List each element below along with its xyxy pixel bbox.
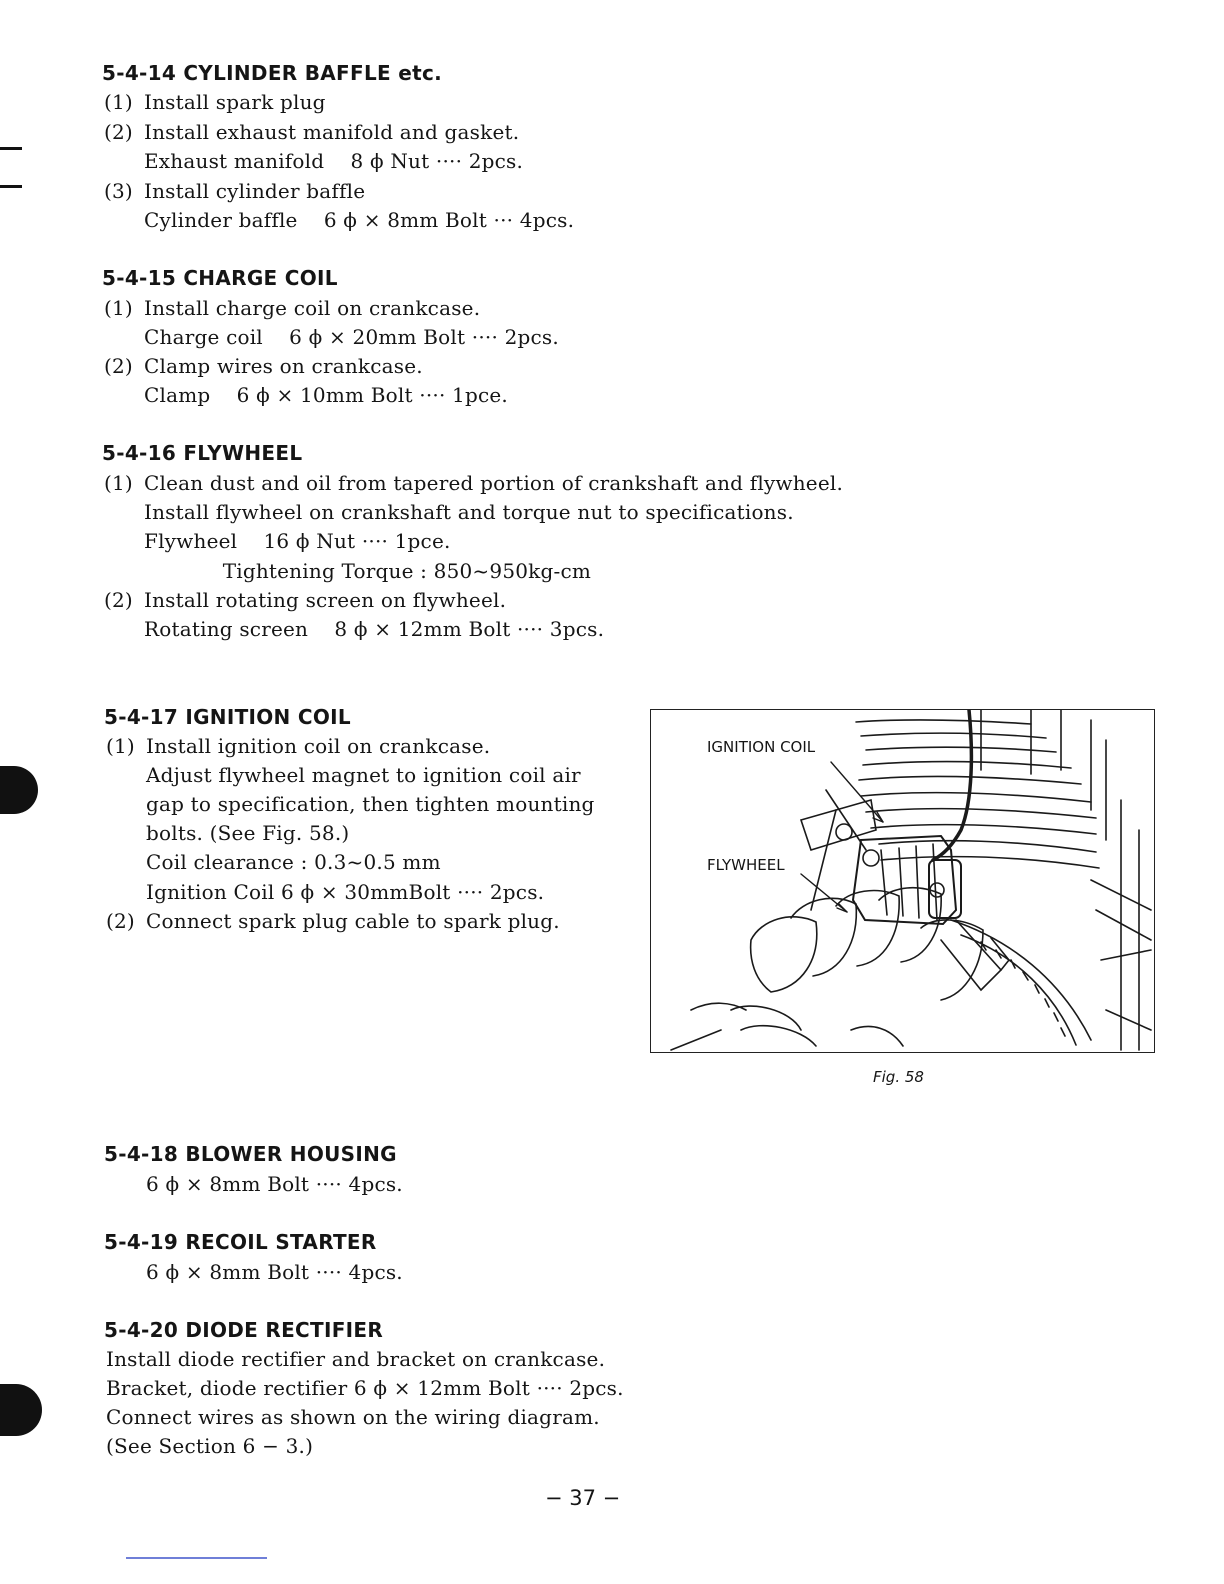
instruction-line: (See Section 6 − 3.) bbox=[106, 1434, 314, 1458]
binding-mark bbox=[0, 147, 22, 150]
instruction-line: Ignition Coil 6 ϕ × 30mmBolt ···· 2pcs. bbox=[146, 880, 545, 904]
figure-58-illustration bbox=[650, 709, 1155, 1053]
punch-hole-mark bbox=[0, 766, 38, 814]
section-heading: 5-4-15 CHARGE COIL bbox=[102, 266, 338, 290]
instruction-line: Coil clearance : 0.3~0.5 mm bbox=[146, 850, 441, 874]
instruction-line: (1) Clean dust and oil from tapered portion of crankshaft and flywheel. bbox=[104, 471, 844, 495]
instruction-line: (2) Clamp wires on crankcase. bbox=[104, 354, 423, 378]
instruction-line: Adjust flywheel magnet to ignition coil air bbox=[146, 763, 581, 787]
instruction-line: 6 ϕ × 8mm Bolt ···· 4pcs. bbox=[146, 1260, 403, 1284]
instruction-line: bolts. (See Fig. 58.) bbox=[146, 821, 350, 845]
section-heading: 5-4-14 CYLINDER BAFFLE etc. bbox=[102, 61, 443, 85]
instruction-line: (1) Install charge coil on crankcase. bbox=[104, 296, 481, 320]
instruction-line: (2) Connect spark plug cable to spark plug. bbox=[106, 909, 560, 933]
section-heading: 5-4-20 DIODE RECTIFIER bbox=[104, 1318, 384, 1342]
section-heading: 5-4-17 IGNITION COIL bbox=[104, 705, 351, 729]
instruction-line: Rotating screen 8 ϕ × 12mm Bolt ···· 3pcs. bbox=[144, 617, 605, 641]
engine-illustration bbox=[651, 710, 1155, 1053]
instruction-line: Install diode rectifier and bracket on crankcase. bbox=[106, 1347, 606, 1371]
binding-mark bbox=[0, 185, 22, 188]
section-heading: 5-4-16 FLYWHEEL bbox=[102, 441, 303, 465]
footer-rule bbox=[126, 1557, 267, 1559]
instruction-line: (2) Install rotating screen on flywheel. bbox=[104, 588, 507, 612]
instruction-line: Install flywheel on crankshaft and torque nut to specifications. bbox=[144, 500, 794, 524]
instruction-line: Charge coil 6 ϕ × 20mm Bolt ···· 2pcs. bbox=[144, 325, 559, 349]
instruction-line: Exhaust manifold 8 ϕ Nut ···· 2pcs. bbox=[144, 149, 524, 173]
instruction-line: Tightening Torque : 850~950kg-cm bbox=[144, 559, 592, 583]
instruction-line: Clamp 6 ϕ × 10mm Bolt ···· 1pce. bbox=[144, 383, 508, 407]
figure-caption: Fig. 58 bbox=[873, 1068, 924, 1086]
instruction-line: (3) Install cylinder baffle bbox=[104, 179, 366, 203]
flywheel-label: FLYWHEEL bbox=[707, 856, 785, 874]
instruction-line: Bracket, diode rectifier 6 ϕ × 12mm Bolt ···· 2pcs. bbox=[106, 1376, 624, 1400]
instruction-line: (1) Install ignition coil on crankcase. bbox=[106, 734, 491, 758]
instruction-line: gap to specification, then tighten mounting bbox=[146, 792, 595, 816]
instruction-line: Flywheel 16 ϕ Nut ···· 1pce. bbox=[144, 529, 451, 553]
instruction-line: (1) Install spark plug bbox=[104, 90, 326, 114]
section-heading: 5-4-19 RECOIL STARTER bbox=[104, 1230, 377, 1254]
instruction-line: (2) Install exhaust manifold and gasket. bbox=[104, 120, 520, 144]
section-heading: 5-4-18 BLOWER HOUSING bbox=[104, 1142, 397, 1166]
punch-hole-mark bbox=[0, 1384, 42, 1436]
ignition-coil-label: IGNITION COIL bbox=[707, 738, 816, 756]
page-number: − 37 − bbox=[545, 1486, 621, 1510]
instruction-line: 6 ϕ × 8mm Bolt ···· 4pcs. bbox=[146, 1172, 403, 1196]
instruction-line: Cylinder baffle 6 ϕ × 8mm Bolt ··· 4pcs. bbox=[144, 208, 575, 232]
instruction-line: Connect wires as shown on the wiring diagram. bbox=[106, 1405, 600, 1429]
